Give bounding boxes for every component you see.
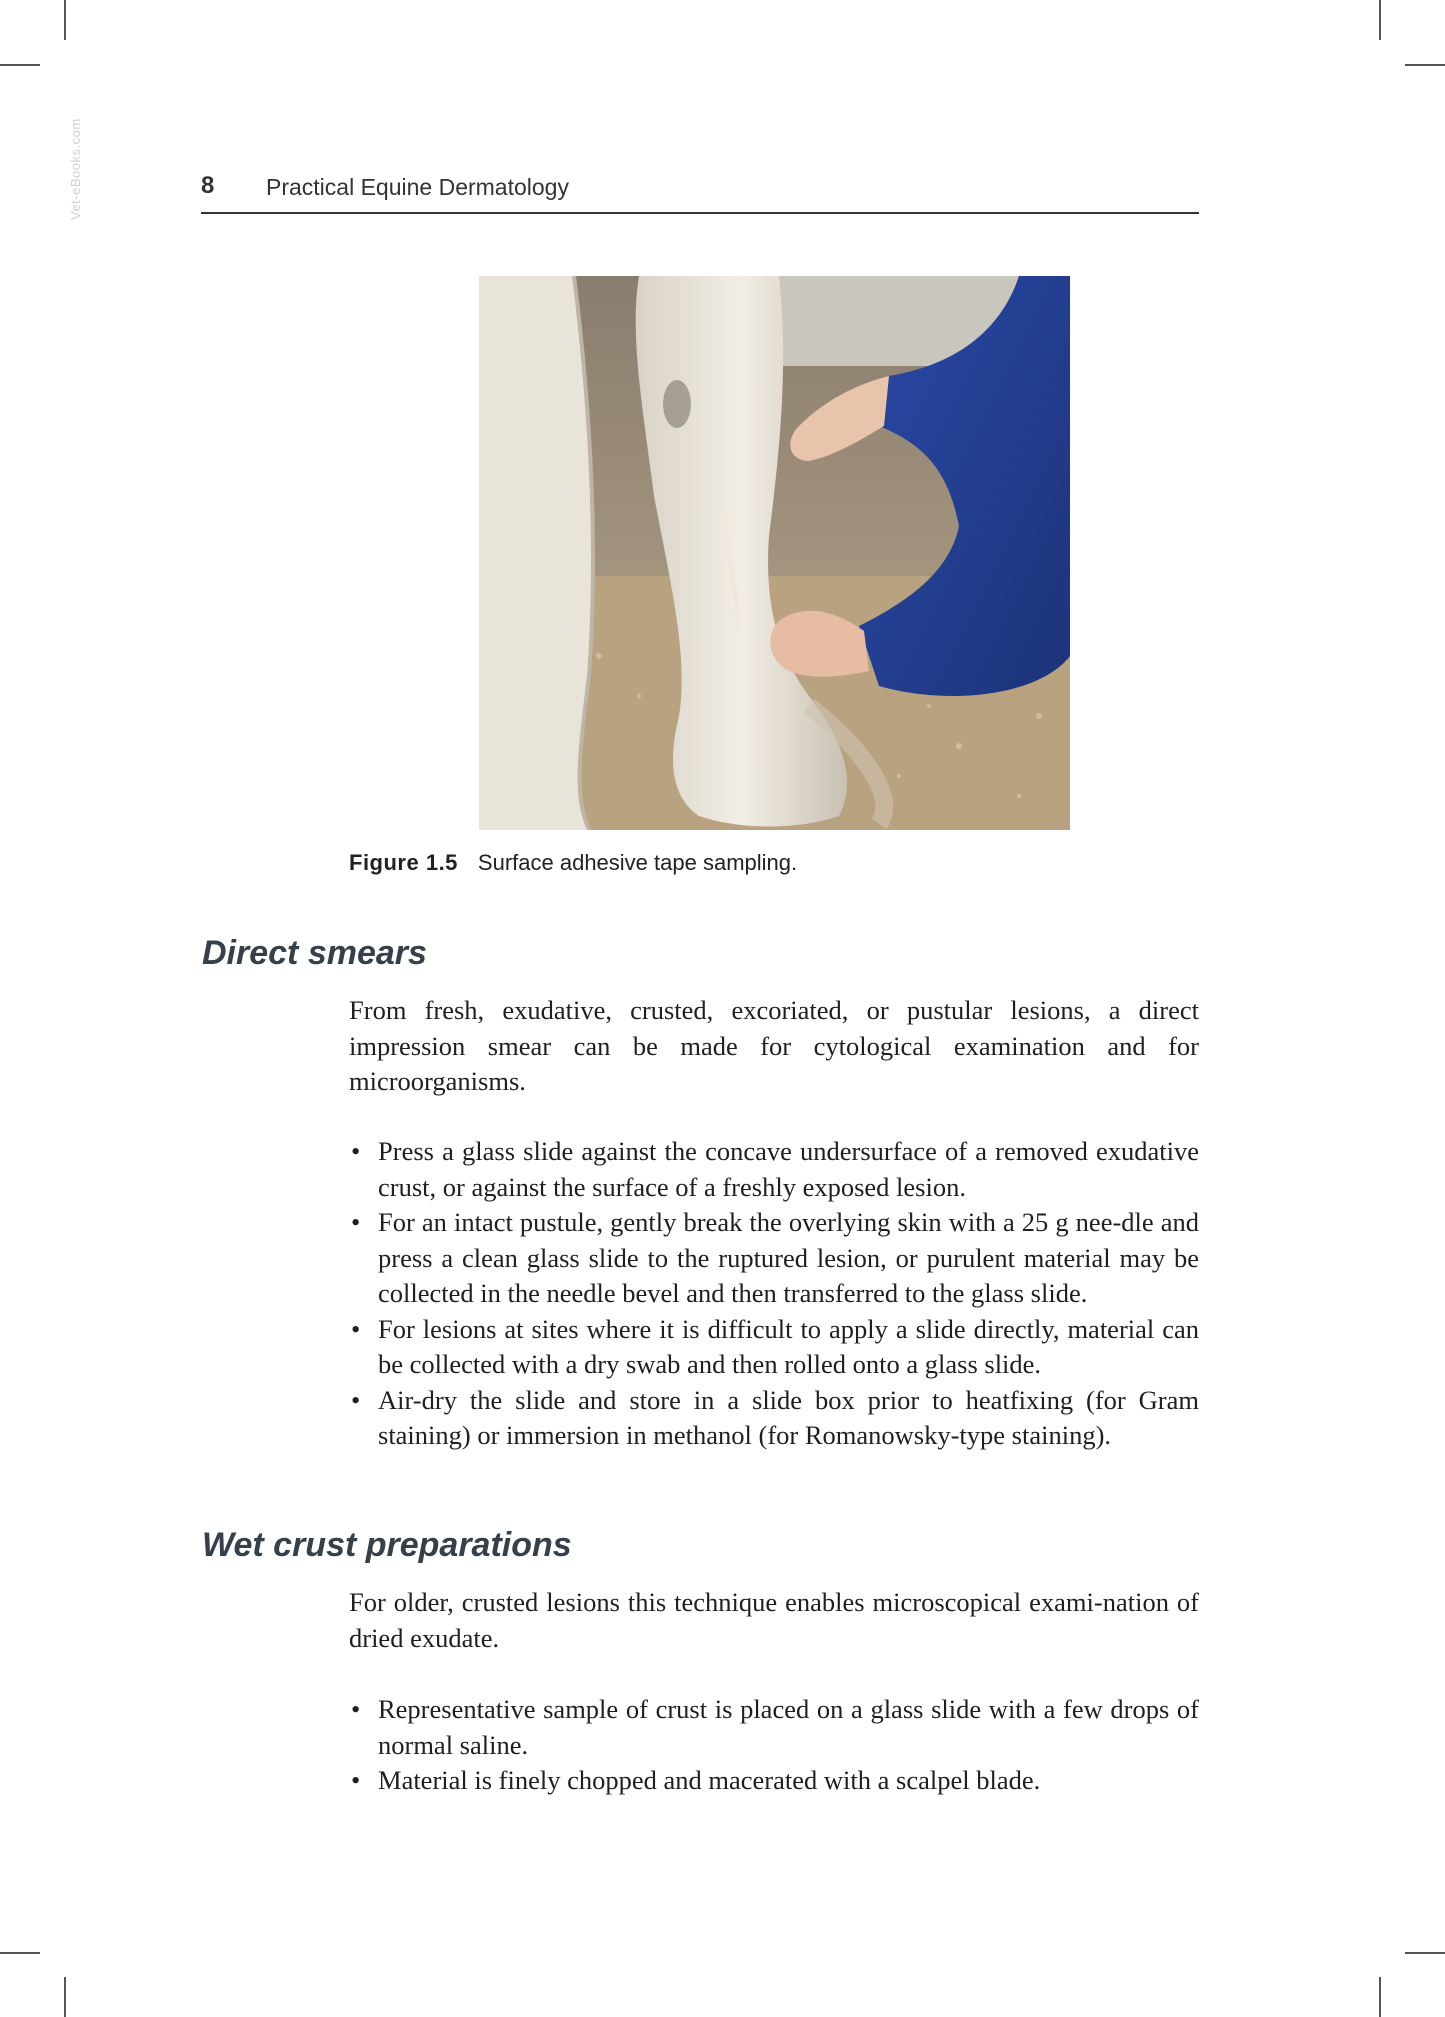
crop-mark bbox=[0, 1952, 40, 1954]
crop-mark bbox=[1405, 64, 1445, 66]
section-intro: From fresh, exudative, crusted, excoriated, or pustular lesions, a direct impression smear can be made for cytological examination and for microorganisms. bbox=[349, 995, 1199, 1096]
bullet-list bbox=[349, 1692, 1199, 1799]
list-item: • Material is finely chopped and macerated with a scalpel blade. bbox=[349, 1763, 1199, 1799]
crop-mark bbox=[1405, 1952, 1445, 1954]
section-heading-direct-smears: Direct smears bbox=[202, 934, 427, 972]
crop-mark bbox=[0, 64, 40, 66]
watermark: Vet-eBooks.com bbox=[68, 118, 83, 220]
section-intro: For older, crusted lesions this technique enables microscopical exami-nation of dried exudate. bbox=[349, 1587, 1199, 1653]
figure-caption bbox=[349, 850, 797, 876]
crop-mark bbox=[1379, 1977, 1381, 2017]
running-title: Practical Equine Dermatology bbox=[266, 174, 569, 200]
section-heading-wet-crust: Wet crust preparations bbox=[202, 1526, 572, 1564]
page-number: 8 bbox=[201, 172, 215, 199]
crop-mark bbox=[64, 1977, 66, 2017]
crop-mark bbox=[1379, 0, 1381, 40]
list-item: • Press a glass slide against the concave undersurface of a removed exudative crust, or against the surface of a freshly exposed lesion. bbox=[349, 1134, 1199, 1205]
crop-mark bbox=[64, 0, 66, 40]
figure-label: Figure 1.5 bbox=[349, 850, 458, 875]
figure-caption-text: Surface adhesive tape sampling. bbox=[477, 850, 798, 875]
list-item: • Representative sample of crust is placed on a glass slide with a few drops of normal saline. bbox=[349, 1692, 1199, 1763]
running-header bbox=[201, 172, 1199, 214]
list-item: • For lesions at sites where it is difficult to apply a slide directly, material can be collected with a dry swab and then rolled onto a glass slide. bbox=[349, 1312, 1199, 1383]
list-item: • For an intact pustule, gently break the overlying skin with a 25 g nee-dle and press a clean glass slide to the ruptured lesion, or purulent material may be collected in the needle bevel and then transferred to the glass slide. bbox=[349, 1205, 1199, 1312]
list-item: • Air-dry the slide and store in a slide box prior to heatfixing (for Gram staining) or immersion in methanol (for Romanowsky-type staining). bbox=[349, 1383, 1199, 1454]
bullet-list bbox=[349, 1134, 1199, 1454]
figure-photo bbox=[479, 276, 1070, 830]
